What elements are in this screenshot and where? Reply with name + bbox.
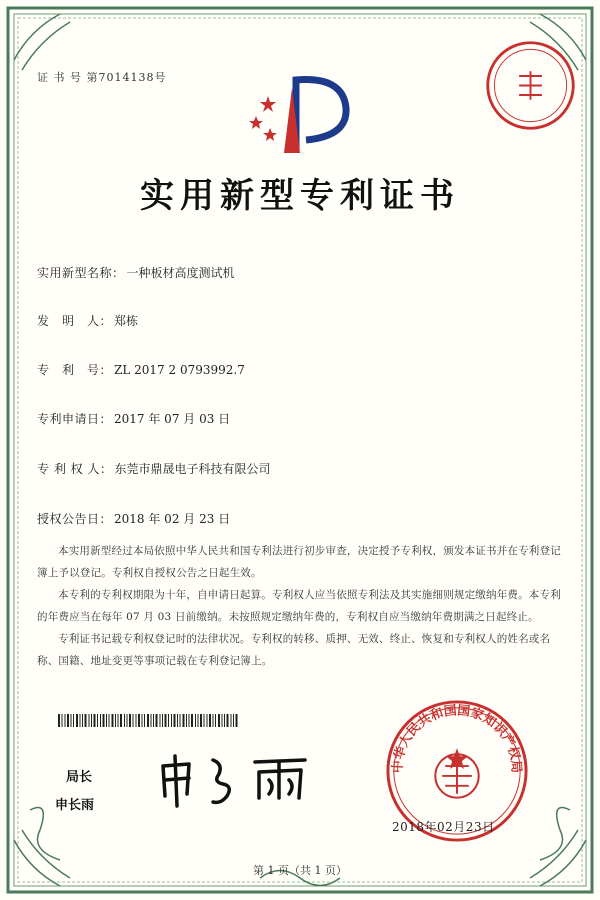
page-footer: 第 1 页（共 1 页） (253, 864, 347, 877)
seal-text: 中华人民共和国国家知识产权局 (390, 703, 524, 774)
field-label: 实用新型名称： (37, 266, 125, 280)
top-right-seal (483, 38, 578, 133)
field-label: 专 利 号： (37, 363, 113, 377)
director-title: 局长 (66, 770, 93, 785)
barcode (58, 714, 238, 727)
field-utility-name (37, 264, 235, 281)
field-label: 授权公告日： (37, 512, 113, 526)
field-value: 一种板材高度测试机 (126, 266, 235, 280)
field-value: ZL 2017 2 0793992.7 (114, 363, 245, 377)
field-patentee (37, 460, 270, 477)
body-paragraph: 专利证书记载专利权登记时的法律状况。专利权的转移、质押、无效、终止、恢复和专利权人的姓名或名称、国籍、地址变更等事项记载在专利登记簿上。 (37, 633, 551, 667)
certificate-body (37, 540, 567, 672)
seal-date: 2018年02月23日 (392, 820, 495, 834)
director-name: 申长雨 (55, 798, 95, 813)
patent-office-emblem-icon (248, 68, 358, 158)
field-patent-number (37, 361, 245, 378)
field-grant-date (37, 510, 230, 527)
field-inventor (37, 312, 138, 329)
field-application-date (37, 410, 230, 427)
body-paragraph: 本实用新型经过本局依照中华人民共和国专利法进行初步审查，决定授予专利权，颁发本证书并在专利登记簿上予以登记。专利权自授权公告之日起生效。 (37, 545, 561, 579)
field-value: 东莞市鼎晟电子科技有限公司 (114, 462, 271, 476)
certificate-number: 证 书 号 第7014138号 (37, 71, 167, 84)
field-value: 2018 年 02 月 23 日 (114, 512, 231, 526)
certificate-title: 实用新型专利证书 (140, 176, 460, 216)
field-label: 发 明 人： (37, 314, 113, 328)
field-value: 郑栋 (114, 314, 139, 328)
field-value: 2017 年 07 月 03 日 (114, 412, 231, 426)
field-label: 专 利 权 人： (37, 462, 113, 476)
field-label: 专利申请日： (37, 412, 113, 426)
body-paragraph: 本专利的专利权期限为十年，自申请日起算。专利权人应当依照专利法及其实施细则规定缴纳年费。本专利的年费应当在每年 07 月 03 日前缴纳。未按照规定缴纳年费的，专利权自应当缴纳年费期满之日起终止。 (37, 589, 561, 623)
director-signature (155, 748, 325, 808)
